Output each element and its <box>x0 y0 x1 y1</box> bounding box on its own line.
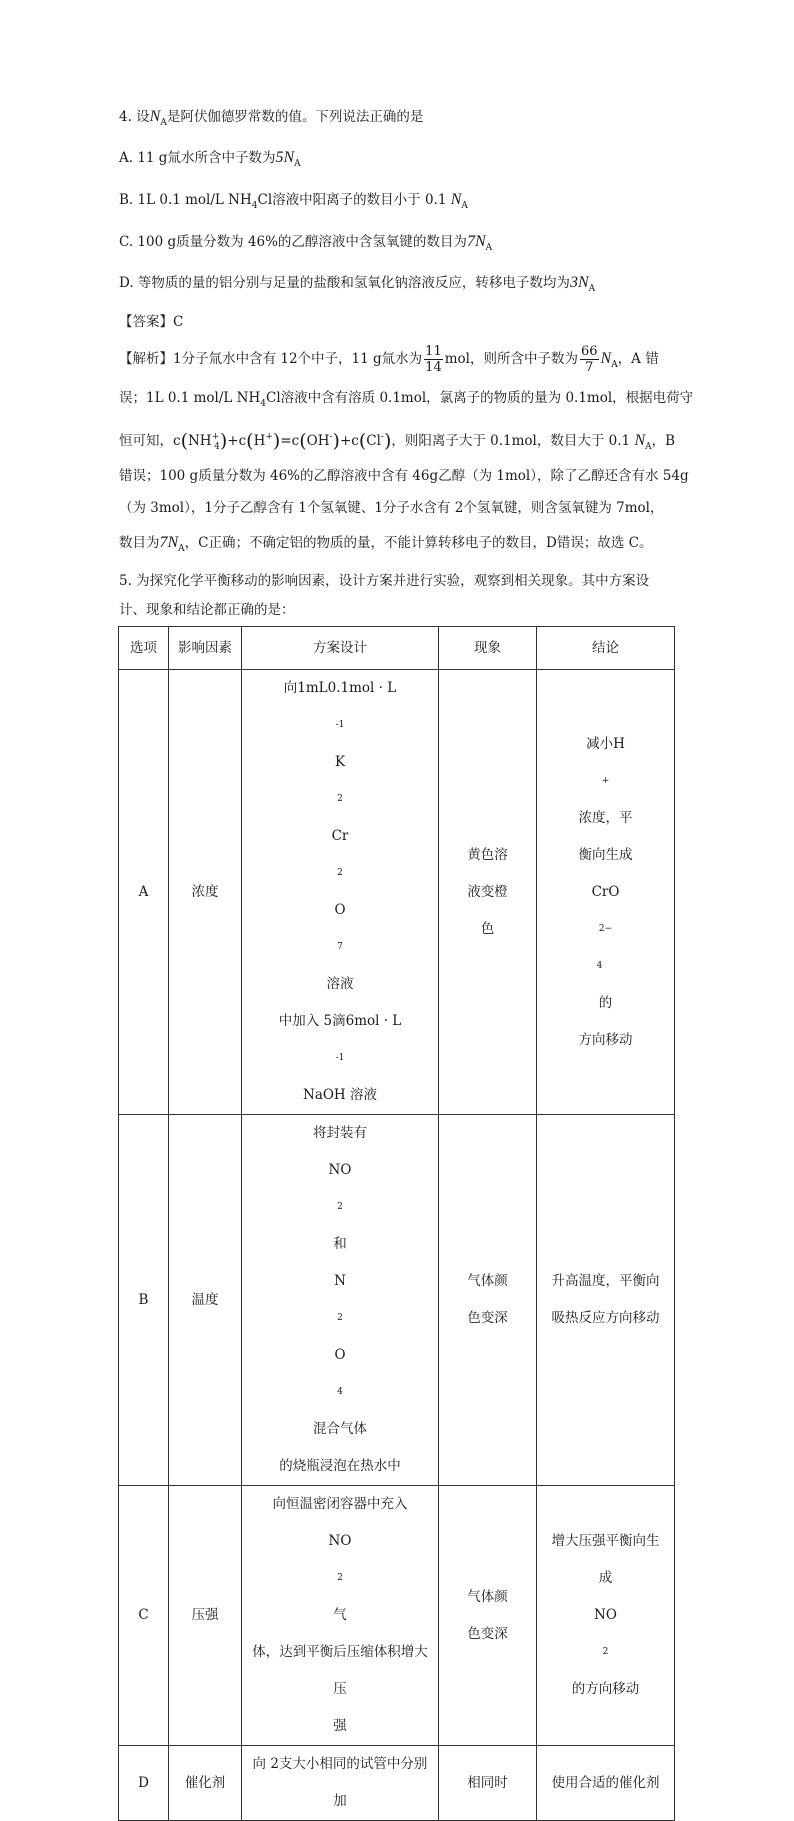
q5-stem-line-2: 计、现象和结论都正确的是： <box>119 602 295 618</box>
q4-explanation-line-2: 误；1L 0.1 mol/L $NH_4Cl$溶液中含有溶质 0.1mol，氯离子的物质的量为 0.1mol，根据电荷守 <box>119 390 694 409</box>
q4-explanation-line-1: 【解析】1分子氚水中含有 12个中子，11 g氚水为 $\frac{11}{14}$ mol，则所含中子数为 $\frac{66}{7}$ $N_A$，A 错 <box>119 344 659 375</box>
row-design: 向恒温密闭容器中充入 NO 2 气 体，达到平衡后压缩体积增大压 强 <box>242 1486 439 1746</box>
q4-option-b: B. 1L 0.1 mol/L $NH_4Cl$溶液中阳离子的数目小于 0.1 $N_A$ <box>119 191 468 211</box>
row-factor: 浓度 <box>169 670 242 1115</box>
q4-option-a: A. 11 g氚水所含中子数为$5N_A$ <box>119 149 301 169</box>
row-factor: 温度 <box>169 1115 242 1486</box>
table-header-row <box>119 627 675 670</box>
row-design: 向 2支大小相同的试管中分别加 <box>242 1746 439 1821</box>
table-row <box>119 1486 675 1746</box>
table-row <box>119 1746 675 1821</box>
q4-explanation-line-6: 数目为$7N_A$，C正确；不确定铝的物质的量，不能计算转移电子的数目，D错误；故选 C。 <box>119 534 653 554</box>
row-phenomenon: 气体颜 色变深 <box>439 1115 537 1486</box>
row-option: D <box>119 1746 169 1821</box>
fraction-11-14: $\frac{11}{14}$ <box>425 344 442 375</box>
row-conclusion: 减小H + 浓度，平 衡向生成 CrO 2− 4 的 方向移动 <box>537 670 675 1115</box>
header-phenomenon: 现象 <box>439 627 537 670</box>
q4-answer: 【答案】C <box>119 314 184 330</box>
row-factor: 压强 <box>169 1486 242 1746</box>
q4-explanation-line-4: 错误；100 g质量分数为 46%的乙醇溶液中含有 46g乙醇（为 1mol），除了乙醇还含有水 54g <box>119 468 689 484</box>
row-phenomenon: 黄色溶 液变橙 色 <box>439 670 537 1115</box>
row-conclusion: 增大压强平衡向生 成 NO 2 的方向移动 <box>537 1486 675 1746</box>
header-conclusion: 结论 <box>537 627 675 670</box>
table-row <box>119 1115 675 1486</box>
header-design: 方案设计 <box>242 627 439 670</box>
row-conclusion: 升高温度，平衡向 吸热反应方向移动 <box>537 1115 675 1486</box>
row-design: 将封装有 NO 2 和 N 2 O 4 混合气体 的烧瓶浸泡在热水中 <box>242 1115 439 1486</box>
row-conclusion: 使用合适的催化剂 <box>537 1746 675 1821</box>
row-phenomenon: 气体颜 色变深 <box>439 1486 537 1746</box>
options-table <box>118 626 675 1821</box>
q4-explanation-line-3: 恒可知，$c(NH^+_4)+c(H^+)=c(OH^-)+c(Cl^-)$，则阳离子大于 0.1mol，数目大于 0.1 $N_A$，B <box>119 430 676 452</box>
q4-option-c: C. 100 g质量分数为 46%的乙醇溶液中含氢氧键的数目为$7N_A$ <box>119 233 493 253</box>
row-option: C <box>119 1486 169 1746</box>
q4-option-d: D. 等物质的量的铝分别与足量的盐酸和氢氧化钠溶液反应，转移电子数均为$3N_A$ <box>119 274 596 294</box>
q4-stem: 4. 设$N_A$是阿伏伽德罗常数的值。下列说法正确的是 <box>119 108 424 128</box>
header-factor: 影响因素 <box>169 627 242 670</box>
header-option: 选项 <box>119 627 169 670</box>
row-design: 向1mL0.1mol · L -1 K 2 Cr 2 O 7 溶液 中加入 5滴6mol · L -1 NaOH 溶液 <box>242 670 439 1115</box>
row-factor: 催化剂 <box>169 1746 242 1821</box>
row-option: B <box>119 1115 169 1486</box>
row-option: A <box>119 670 169 1115</box>
q5-stem-line-1: 5. 为探究化学平衡移动的影响因素，设计方案并进行实验，观察到相关现象。其中方案设 <box>119 573 650 589</box>
row-phenomenon: 相同时 <box>439 1746 537 1821</box>
q4-explanation-line-5: （为 3mol），1分子乙醇含有 1个氢氧键、1分子水含有 2个氢氧键，则含氢氧键为 7mol， <box>119 500 664 516</box>
table-row <box>119 670 675 1115</box>
fraction-66-7: $\frac{66}{7}$ <box>580 344 598 375</box>
